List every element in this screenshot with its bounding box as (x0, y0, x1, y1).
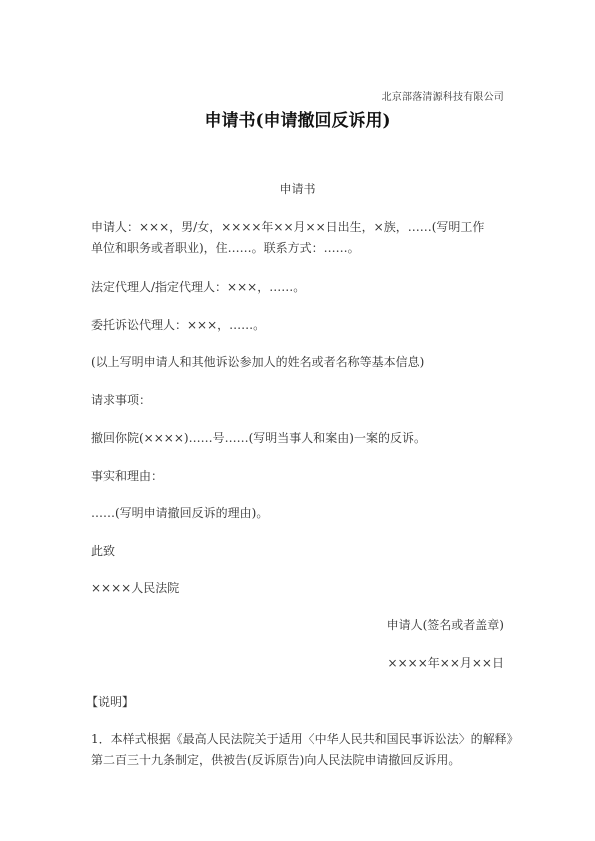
document-subtitle: 申请书 (279, 182, 316, 196)
signature-line: 申请人(签名或者盖章) (386, 618, 504, 632)
info-note: (以上写明申请人和其他诉讼参加人的姓名或者名称等基本信息) (91, 355, 425, 369)
salutation: 此致 (91, 544, 116, 558)
note-1-line-2: 第二百三十九条制定，供被告(反诉原告)向人民法院申请撤回反诉用。 (91, 753, 461, 767)
litigation-agent: 委托诉讼代理人：×××，……。 (91, 318, 266, 332)
legal-representative: 法定代理人/指定代理人：×××，……。 (91, 280, 306, 294)
applicant-line-2: 单位和职务或者职业)，住……。联系方式：……。 (91, 241, 360, 255)
date-line: ××××年××月××日 (387, 656, 504, 670)
header-company-name: 北京部落清源科技有限公司 (381, 92, 504, 103)
document-title: 申请书(申请撤回反诉用) (204, 111, 391, 131)
court-name: ××××人民法院 (91, 581, 180, 595)
notes-heading: 【说明】 (86, 695, 135, 709)
applicant-line-1: 申请人：×××，男/女，××××年××月××日出生，×族，……(写明工作 (91, 220, 485, 234)
request-heading: 请求事项： (91, 393, 152, 407)
facts-body: ……(写明申请撤回反诉的理由)。 (91, 506, 269, 520)
request-body: 撤回你院(××××)……号……(写明当事人和案由)一案的反诉。 (91, 431, 426, 445)
note-1-line-1: 1．本样式根据《最高人民法院关于适用〈中华人民共和国民事诉讼法〉的解释》 (91, 732, 519, 746)
facts-heading: 事实和理由： (91, 469, 164, 483)
